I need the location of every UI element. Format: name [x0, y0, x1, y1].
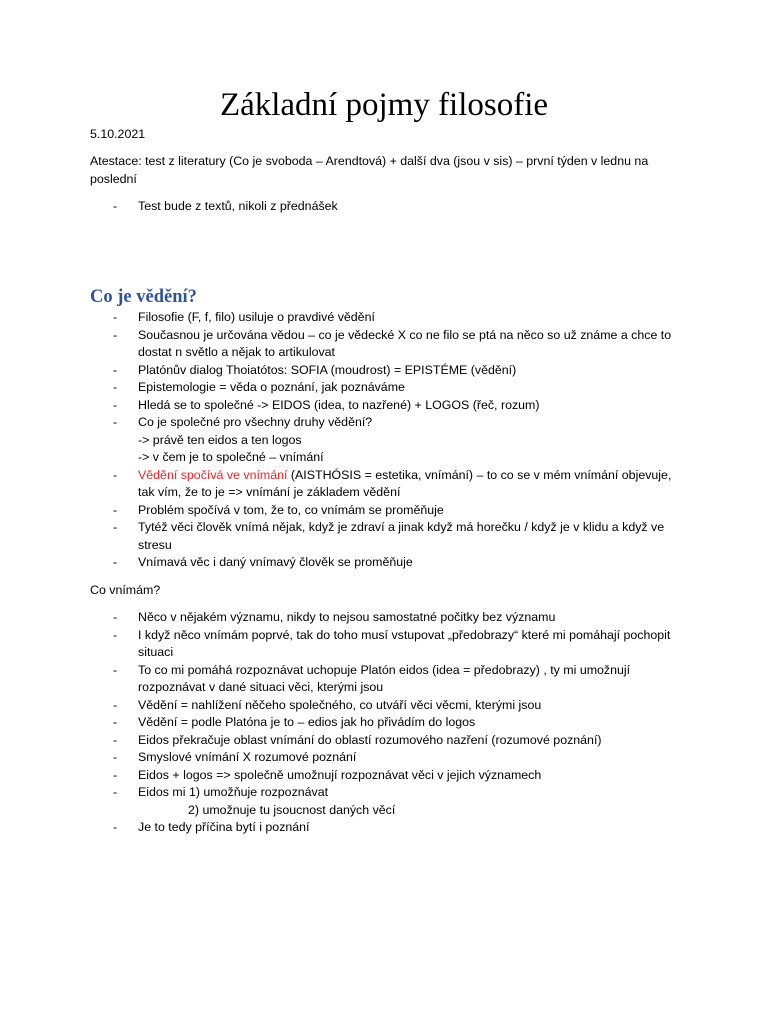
bullet: - — [113, 715, 118, 729]
list-item — [0, 502, 768, 520]
bullet: - — [113, 697, 118, 712]
list-item — [0, 379, 768, 397]
top-list — [0, 198, 768, 216]
bullet: - — [113, 555, 118, 569]
list-item-text: Test bude z textů, nikoli z přednášek — [138, 199, 338, 213]
list-item-text: Problém spočívá v tom, že to, co vnímám se proměňuje — [138, 502, 444, 517]
list-item-text: Něco v nějakém významu, nikdy to nejsou samostatné počitky bez významu — [138, 610, 556, 624]
list-item — [0, 327, 768, 362]
bullet: - — [113, 732, 118, 747]
list-item-text: Eidos překračuje oblast vnímání do oblastí rozumového nazření (rozumové poznání) — [138, 732, 602, 747]
list-item-text: Hledá se to společné -> EIDOS (idea, to nazřené) + LOGOS (řeč, rozum) — [138, 397, 540, 412]
bullet: - — [113, 310, 118, 324]
list-item-text: Vnímavá věc i daný vnímavý člověk se proměňuje — [138, 555, 413, 569]
bullet: - — [113, 750, 118, 764]
list-subline: 2) umožnuje tu jsoucnost daných věcí — [188, 802, 396, 817]
list-item — [0, 767, 768, 785]
list-item — [0, 784, 768, 819]
list-subline: -> v čem je to společné – vnímání — [138, 450, 324, 464]
section-heading-co-vnimam: Co vnímám? — [90, 583, 161, 597]
bullet: - — [113, 610, 118, 624]
list-item-text: Současnou je určována vědou – co je vědecké X co ne filo se ptá na něco so už známe a chce to dostat n světlo a nějak to artikulovat — [138, 327, 672, 359]
list-item — [0, 627, 768, 662]
bullet: - — [113, 397, 118, 412]
list-item — [0, 309, 768, 327]
list-item-text: Platónův dialog Thoiatótos: SOFIA (moudrost) = EPISTÉME (vědění) — [138, 362, 517, 377]
bullet: - — [113, 199, 118, 213]
list-item-text: (AISTHÓSIS = estetika, vnímání) – to co se v mém vnímání objevuje, tak vím, že to je => vnímání je základem vědění — [138, 467, 672, 499]
bullet: - — [113, 467, 118, 482]
list-item-text: Eidos + logos => společně umožnují rozpoznávat věci v jejich významech — [138, 767, 542, 782]
list-item — [0, 519, 768, 554]
list-item-text: Co je společné pro všechny druhy vědění? — [138, 415, 373, 429]
list-item — [0, 467, 768, 502]
bullet: - — [113, 785, 118, 799]
list-item — [0, 609, 768, 627]
list-item — [0, 554, 768, 572]
bullet: - — [113, 520, 118, 534]
bullet: - — [113, 415, 118, 429]
list-item — [0, 819, 768, 837]
bullet: - — [113, 662, 118, 677]
bullet: - — [113, 362, 118, 377]
bullet: - — [113, 380, 118, 394]
section2-list — [0, 609, 768, 837]
list-item-text: I když něco vnímám poprvé, tak do toho musí vstupovat „předobrazy“ které mi pomáhají pochopit situaci — [138, 627, 671, 659]
list-item — [0, 397, 768, 415]
list-item — [0, 198, 768, 216]
list-item-text: Vědění = podle Platóna je to – edios jak ho přivádím do logos — [138, 715, 476, 729]
list-item — [0, 749, 768, 767]
list-item-text: Tytéž věci člověk vnímá nějak, když je zdraví a jinak když má horečku / když je v klidu a když ve stresu — [138, 520, 665, 552]
list-item — [0, 732, 768, 750]
bullet: - — [113, 627, 118, 642]
document-date: 5.10.2021 — [90, 127, 146, 141]
section1-list — [0, 309, 768, 572]
list-item — [0, 662, 768, 697]
list-subline: -> právě ten eidos a ten logos — [138, 432, 302, 447]
list-item-text: Vědění = nahlížení něčeho společného, co utváří věci věcmi, kterými jsou — [138, 697, 542, 712]
list-item-text: To co mi pomáhá rozpoznávat uchopuje Platón eidos (idea = předobrazy) , ty mi umožnují rozpoznávat v dané situaci věci, kterými jsou — [138, 662, 631, 694]
highlighted-text: Vědění spočívá ve vnímání — [138, 467, 288, 482]
document-title: Základní pojmy filosofie — [219, 87, 549, 123]
bullet: - — [113, 327, 118, 342]
list-item-text: Filosofie (F, f, filo) usiluje o pravdivé vědění — [138, 310, 375, 324]
list-item — [0, 414, 768, 467]
list-item-text: Epistemologie = věda o poznání, jak poznáváme — [138, 380, 405, 394]
list-item — [0, 714, 768, 732]
list-item-text: Eidos mi 1) umožňuje rozpoznávat — [138, 785, 329, 799]
section-heading-co-je-vedeni: Co je vědění? — [90, 287, 197, 307]
list-item-text: Smyslové vnímání X rozumové poznání — [138, 750, 357, 764]
bullet: - — [113, 820, 118, 834]
list-item-text: Je to tedy příčina bytí i poznání — [138, 820, 310, 834]
list-item — [0, 697, 768, 715]
bullet: - — [113, 502, 118, 517]
bullet: - — [113, 767, 118, 782]
list-item — [0, 362, 768, 380]
attestation-paragraph: Atestace: test z literatury (Co je svoboda – Arendtová) + další dva (jsou v sis) – první týden v lednu na poslední — [90, 154, 649, 186]
